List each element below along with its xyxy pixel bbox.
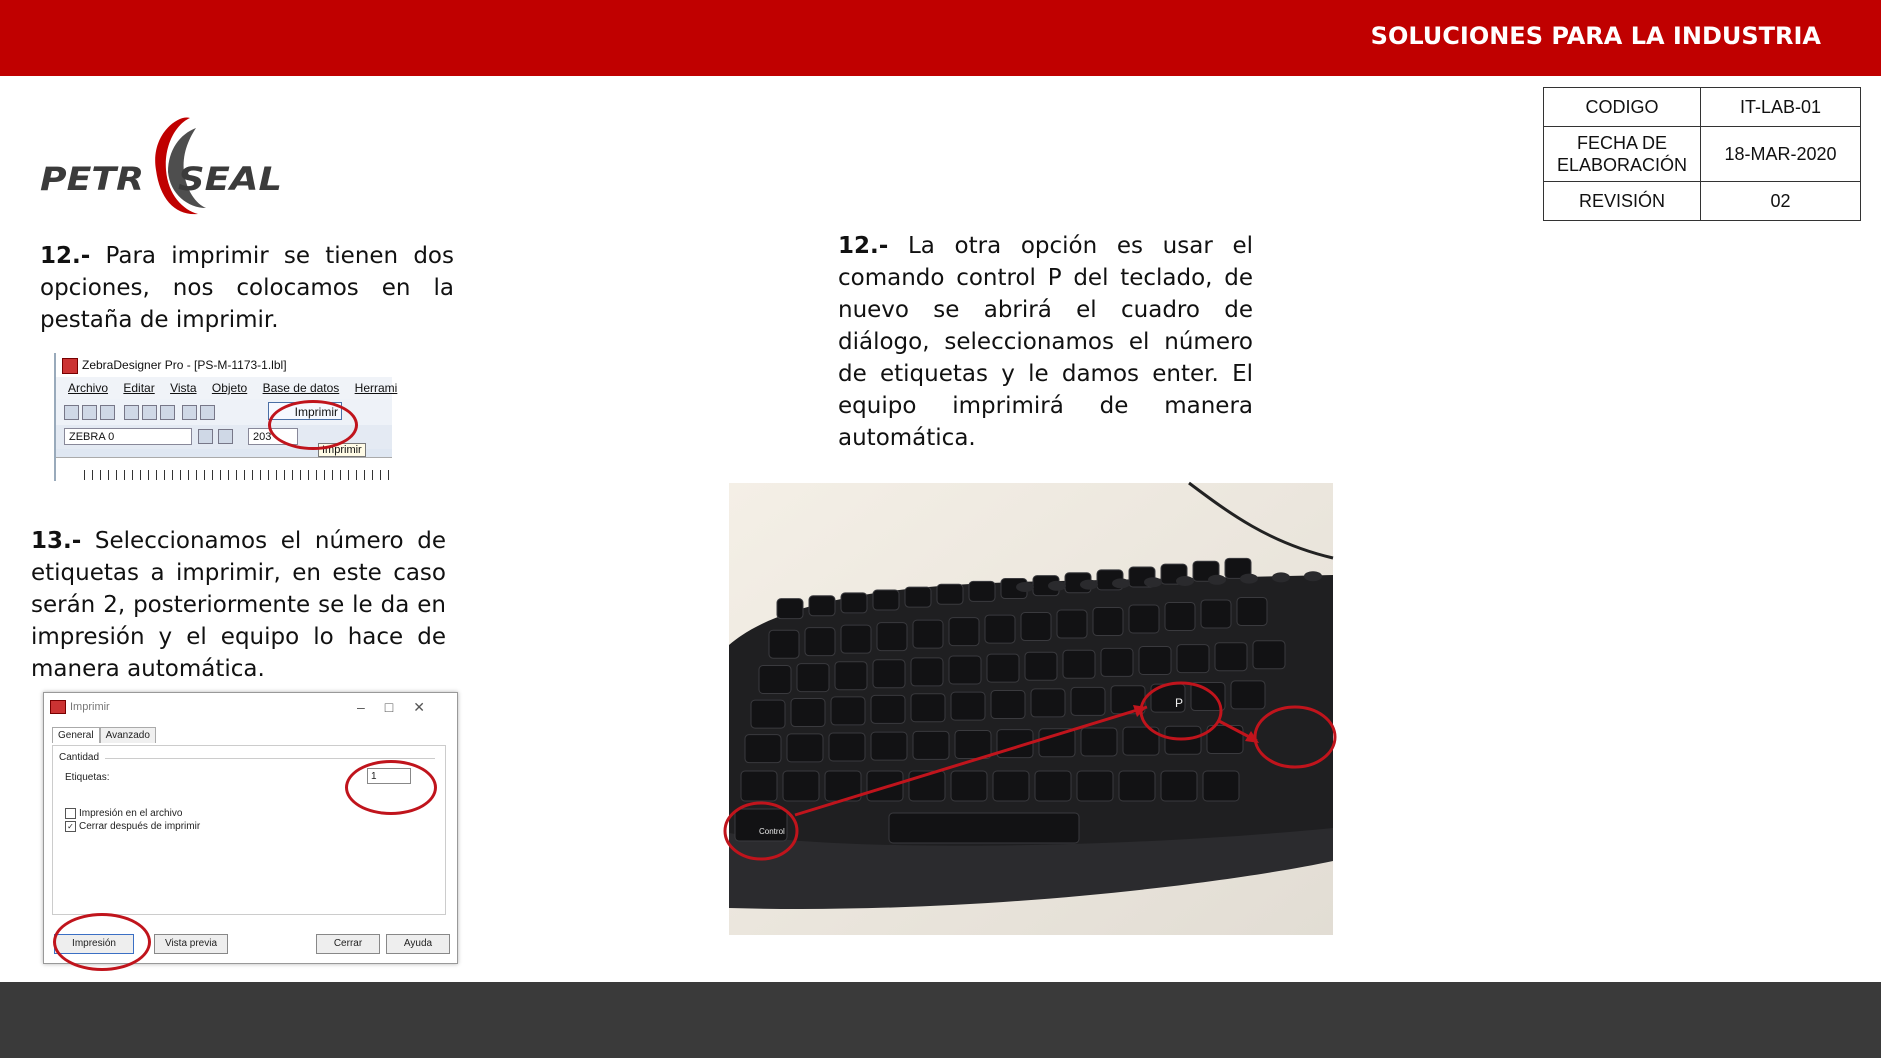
menu-archivo[interactable]: Archivo [68,381,109,395]
menu-editar[interactable]: Editar [123,381,155,395]
meta-key: CODIGO [1544,88,1701,127]
control-key-label: Control [759,827,785,836]
new-file-icon[interactable] [64,405,79,420]
step-text: La otra opción es usar el comando control P del teclado, de nuevo se abrirá el cuadro de diálogo, seleccionamos el número de etiquetas y le damos enter. El equipo imprimirá de manera automática. [838,233,1253,451]
open-folder-icon[interactable] [82,405,97,420]
labels-quantity-stepper[interactable]: 1 [367,768,411,784]
media-key [1144,577,1162,587]
keyboard-key [1071,687,1105,715]
keyboard-key [873,660,905,688]
printer-settings-icon[interactable] [198,429,213,444]
keyboard-key [1231,681,1265,709]
media-key [1208,575,1226,585]
keyboard-key [1203,771,1239,801]
checkbox-box[interactable] [65,808,76,819]
keyboard-key [1119,771,1155,801]
keyboard-key [911,658,943,686]
keyboard-key [1057,610,1087,638]
checkbox-checked[interactable]: ✓ [65,821,76,832]
svg-text:SEAL: SEAL [178,160,282,198]
footer-bar [0,982,1881,1058]
print-button[interactable]: Imprimir [268,402,342,420]
keyboard-key [829,733,865,761]
ruler-ticks [84,470,392,480]
meta-value: 02 [1701,182,1861,221]
keyboard-key [805,628,835,656]
keyboard-key [993,771,1029,801]
keyboard-key [1139,647,1171,675]
keyboard-key [1165,602,1195,630]
printer-select[interactable]: ZEBRA 0 [64,428,192,445]
keyboard-key [745,735,781,763]
app-icon [62,358,78,374]
highlight-labels-stepper [345,760,437,815]
keyboard-key [1237,597,1267,625]
redo-icon[interactable] [200,405,215,420]
menu-base-de-datos[interactable]: Base de datos [262,381,340,395]
keyboard-key [841,593,867,613]
keyboard-key [913,731,949,759]
header-title: SOLUCIONES PARA LA INDUSTRIA [1370,22,1821,50]
keyboard-key [949,656,981,684]
print-tooltip: Imprimir [318,443,366,457]
keyboard-key [809,596,835,616]
dialog-titlebar [44,693,457,721]
document-meta-table [1543,87,1861,221]
menu-herramientas[interactable]: Herrami [354,381,398,395]
highlight-print-button [53,913,151,971]
keyboard-key [1253,641,1285,669]
keyboard-key [831,697,865,725]
step-13-select-labels [31,525,446,685]
media-key [1080,580,1098,590]
window-title: ZebraDesigner Pro - [PS-M-1173-1.lbl] [82,358,287,372]
keyboard-key [949,618,979,646]
media-key [1048,581,1066,591]
petroseal-logo [38,110,288,220]
step-text: Seleccionamos el número de etiquetas a imprimir, en este caso serán 2, posteriormente se le da en impresión y el equipo lo hace de manera automática. [31,528,446,682]
keyboard-key [1035,771,1071,801]
step-12-keyboard-shortcut [838,230,1253,454]
keyboard-key [1101,648,1133,676]
close-button[interactable]: Cerrar [316,934,380,954]
keyboard-key [911,694,945,722]
keyboard-key [783,771,819,801]
keyboard-key [735,809,787,841]
tab-avanzado[interactable]: Avanzado [100,727,156,743]
keyboard-key [835,662,867,690]
keyboard-key [889,813,1079,843]
keyboard-key [1081,728,1117,756]
dialog-tabs [52,727,156,745]
ruler [56,457,392,482]
paste-icon[interactable] [160,405,175,420]
step-number: 12.- [40,243,91,269]
section-divider [105,758,435,759]
media-key [1176,576,1194,586]
keyboard-key [1039,729,1075,757]
zebra-toolbar-screenshot [54,353,398,481]
svg-text:PETR: PETR [40,160,144,198]
keyboard-key [877,623,907,651]
highlight-print-button [268,400,358,450]
help-button[interactable]: Ayuda [386,934,450,954]
step-number: 12.- [838,233,889,259]
keyboard-key [1077,771,1113,801]
keyboard-key [955,730,991,758]
menu-objeto[interactable]: Objeto [211,381,248,395]
step-text: Para imprimir se tienen dos opciones, nos colocamos en la pestaña de imprimir. [40,243,454,333]
keyboard-key [951,771,987,801]
page-setup-icon[interactable] [218,429,233,444]
section-quantity: Cantidad [59,752,100,763]
window-titlebar [56,353,392,377]
meta-value: IT-LAB-01 [1701,88,1861,127]
minimize-icon[interactable]: – [357,699,385,715]
menu-vista[interactable]: Vista [170,381,197,395]
dialog-app-icon [50,700,66,714]
keyboard-key [1021,613,1051,641]
keyboard-key [1025,652,1057,680]
keyboard-key [741,771,777,801]
keyboard-key [777,599,803,619]
keyboard-key [1161,771,1197,801]
save-icon[interactable] [100,405,115,420]
keyboard-photo [729,483,1333,935]
copy-icon[interactable] [142,405,157,420]
keyboard-key [1201,600,1231,628]
close-icon[interactable]: ✕ [413,699,445,715]
keyboard-key [791,699,825,727]
keyboard-key [1093,608,1123,636]
p-key-label: P [1175,696,1184,710]
checkbox-label: Impresión en el archivo [79,808,183,820]
dialog-title: Imprimir [70,701,110,713]
print-button[interactable]: Impresión [54,934,134,954]
media-key [1272,572,1290,582]
keyboard-key [985,615,1015,643]
maximize-icon[interactable]: □ [384,699,414,715]
preview-button[interactable]: Vista previa [154,934,228,954]
tab-general[interactable]: General [52,727,100,743]
keyboard-key [937,584,963,604]
keyboard-key [913,620,943,648]
menu-bar [56,377,398,399]
media-key [1016,582,1034,592]
print-to-file-checkbox[interactable] [65,808,182,819]
meta-value: 18-MAR-2020 [1701,127,1861,182]
keyboard-key [991,691,1025,719]
keyboard-key [759,666,791,694]
zoom-select[interactable]: 203 [248,428,298,445]
keyboard-key [797,664,829,692]
keyboard-key [751,700,785,728]
keyboard-key [987,654,1019,682]
undo-icon[interactable] [182,405,197,420]
keyboard-key [871,695,905,723]
checkbox-label: Cerrar después de imprimir [79,821,201,833]
keyboard-key [969,581,995,601]
header-bar [0,0,1881,76]
media-key [1112,578,1130,588]
keyboard-key [873,590,899,610]
keyboard-key [1031,689,1065,717]
keyboard-key [871,732,907,760]
keyboard-key [787,734,823,762]
step-12-print-tab [40,240,454,336]
keyboard-key [1129,605,1159,633]
keyboard-key [1177,645,1209,673]
keyboard-key [1063,650,1095,678]
meta-key: FECHA DE ELABORACIÓN [1544,127,1701,182]
media-key [1304,571,1322,581]
labels-field-label: Etiquetas: [65,772,110,783]
keyboard-key [905,587,931,607]
media-key [1240,574,1258,584]
keyboard-key [1215,643,1247,671]
step-number: 13.- [31,528,82,554]
keyboard-key [951,692,985,720]
keyboard-key [769,630,799,658]
close-after-print-checkbox[interactable] [65,821,200,832]
meta-key: REVISIÓN [1544,182,1701,221]
window-controls [357,693,445,721]
keyboard-key [841,625,871,653]
cut-icon[interactable] [124,405,139,420]
